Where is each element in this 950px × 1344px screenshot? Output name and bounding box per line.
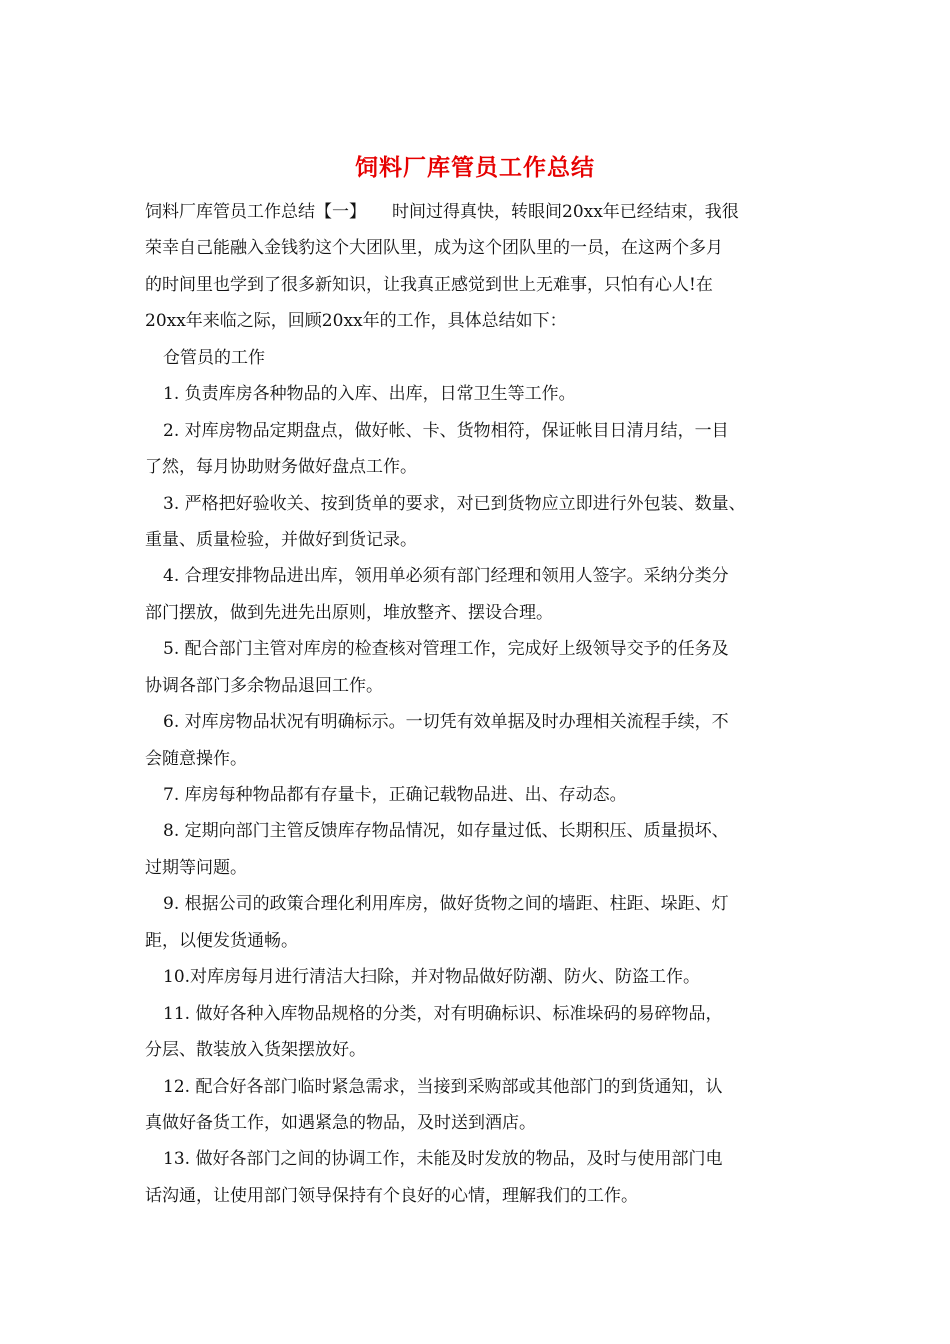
list-item-continuation: 距，以便发货通畅。 <box>145 930 298 951</box>
list-item-first-line: 7. 库房每种物品都有存量卡，正确记载物品进、出、存动态。 <box>163 785 627 805</box>
list-item-first-line: 2. 对库房物品定期盘点，做好帐、卡、货物相符，保证帐目日清月结，一目 <box>163 420 729 441</box>
list-item-first-line: 4. 合理安排物品进出库，领用单必须有部门经理和领用人签字。采纳分类分 <box>163 566 729 587</box>
list-item <box>145 558 820 631</box>
intro-label: 饲料厂库管员工作总结【一】 <box>145 202 366 222</box>
intro-line: 荣幸自己能融入金钱豹这个大团队里，成为这个团队里的一员，在这两个多月 <box>145 238 723 259</box>
list-item-continuation: 协调各部门多余物品退回工作。 <box>145 675 383 696</box>
intro-line: 的时间里也学到了很多新知识，让我真正感觉到世上无难事，只怕有心人!在 <box>145 274 713 295</box>
list-item <box>145 1069 820 1142</box>
document-title: 饲料厂库管员工作总结 <box>355 154 595 181</box>
intro-line: 20xx年来临之际，回顾20xx年的工作，具体总结如下： <box>145 311 567 332</box>
list-item-first-line: 13. 做好各部门之间的协调工作，未能及时发放的物品，及时与使用部门电 <box>163 1149 723 1170</box>
list-item-first-line: 11. 做好各种入库物品规格的分类，对有明确标识、标准垛码的易碎物品， <box>163 1003 723 1024</box>
list-item-first-line: 6. 对库房物品状况有明确标示。一切凭有效单据及时办理相关流程手续，不 <box>163 712 729 733</box>
list-item-first-line: 3. 严格把好验收关、按到货单的要求，对已到货物应立即进行外包装、数量、 <box>163 493 746 514</box>
list-item-continuation: 话沟通，让使用部门领导保持有个良好的心情，理解我们的工作。 <box>145 1185 638 1206</box>
document-body <box>145 194 820 1214</box>
list-item-continuation: 重量、质量检验，并做好到货记录。 <box>145 529 417 550</box>
list-item <box>145 996 820 1069</box>
list-item-continuation: 会随意操作。 <box>145 748 247 769</box>
list-item-first-line: 8. 定期向部门主管反馈库存物品情况，如存量过低、长期积压、质量损坏、 <box>163 821 729 842</box>
list-item-continuation: 了然，每月协助财务做好盘点工作。 <box>145 457 417 478</box>
list-item <box>145 631 820 704</box>
list-item-continuation: 过期等问题。 <box>145 857 247 878</box>
list-item <box>145 959 820 995</box>
list-item-first-line: 9. 根据公司的政策合理化利用库房，做好货物之间的墙距、柱距、垛距、灯 <box>163 894 729 915</box>
list-item <box>145 486 820 559</box>
list-item <box>145 1141 820 1214</box>
intro-line <box>145 194 820 230</box>
item-list <box>145 376 820 1214</box>
list-item <box>145 813 820 886</box>
list-item-continuation: 分层、散装放入货架摆放好。 <box>145 1040 366 1061</box>
list-item-continuation: 真做好备货工作，如遇紧急的物品，及时送到酒店。 <box>145 1112 536 1133</box>
list-item <box>145 886 820 959</box>
list-item-continuation: 部门摆放，做到先进先出原则，堆放整齐、摆设合理。 <box>145 602 553 623</box>
list-item-first-line: 5. 配合部门主管对库房的检查核对管理工作，完成好上级领导交予的任务及 <box>163 639 729 660</box>
list-item <box>145 413 820 486</box>
list-item <box>145 777 820 813</box>
intro-text: 时间过得真快，转眼间20xx年已经结束，我很 <box>392 202 739 222</box>
list-item-first-line: 10.对库房每月进行清洁大扫除，并对物品做好防潮、防火、防盗工作。 <box>163 967 701 988</box>
list-item-first-line: 1. 负责库房各种物品的入库、出库，日常卫生等工作。 <box>163 384 576 405</box>
section-heading: 仓管员的工作 <box>163 347 265 368</box>
list-item <box>145 376 820 412</box>
list-item-first-line: 12. 配合好各部门临时紧急需求，当接到采购部或其他部门的到货通知，认 <box>163 1076 723 1097</box>
list-item <box>145 704 820 777</box>
